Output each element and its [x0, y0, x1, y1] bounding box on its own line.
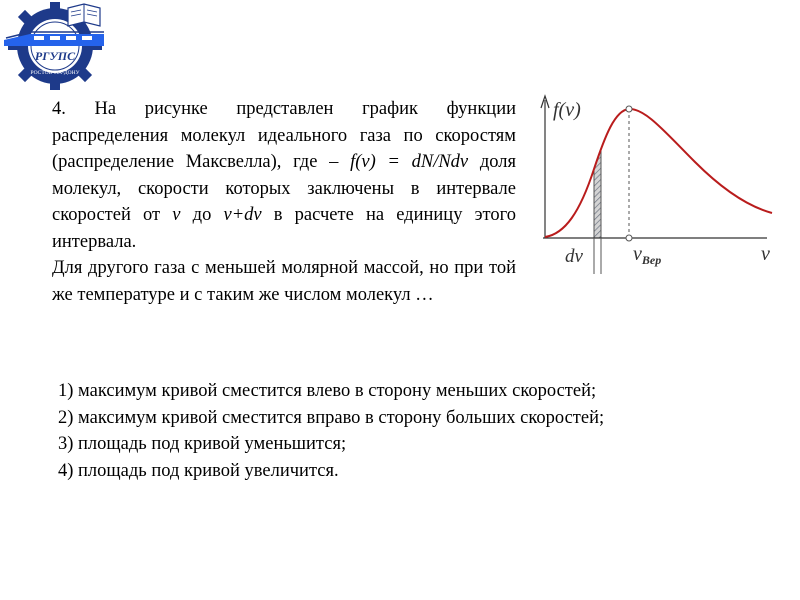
x-axis-label: v	[761, 243, 770, 265]
answer-option-3[interactable]: 3) площадь под кривой уменьшится;	[58, 434, 347, 454]
question-text	[52, 96, 516, 308]
logo-text: РГУПС	[34, 49, 76, 63]
var-v: v	[172, 205, 181, 225]
distribution-curve	[545, 109, 772, 237]
question-number: 4.	[52, 99, 66, 119]
dv-label: dv	[565, 246, 583, 267]
maxwell-distribution-graph	[535, 92, 780, 274]
word-to: до	[192, 205, 212, 225]
logo-ring-text: РОСТОВ-НА-ДОНУ	[30, 70, 80, 76]
peak-axis-marker	[626, 235, 632, 241]
question-intro: На рисунке представлен график функции распределения молекул идеального газа по скоростям (распределение Максвелла), где –	[52, 99, 517, 172]
question-paragraph	[52, 96, 516, 255]
distribution-formula: f(v) = dN/Ndv	[350, 152, 469, 172]
y-axis-label: f(v)	[553, 99, 581, 121]
question-end: в расчете на единицу этого интервала.	[52, 205, 517, 252]
question-condition: Для другого газа с меньшей молярной массой, но при той же температуре и с таким же числом молекул …	[52, 258, 516, 305]
peak-velocity-label: $v_{Вер}$	[633, 243, 662, 267]
peak-velocity-subscript: Вер	[641, 253, 662, 267]
answer-option-1[interactable]: 1) максимум кривой сместится влево в сторону меньших скоростей;	[58, 381, 597, 401]
rgups-logo	[0, 0, 112, 92]
var-v-dv: v+dv	[223, 205, 262, 225]
answer-option-4[interactable]: 4) площадь под кривой увеличится.	[58, 460, 339, 481]
question-middle: доля молекул, скорости которых заключены в интервале скоростей от	[52, 152, 517, 225]
peak-marker	[626, 106, 632, 112]
train-icon	[4, 32, 104, 46]
answer-options	[58, 378, 604, 484]
answer-option-2[interactable]: 2) максимум кривой сместится вправо в сторону больших скоростей;	[58, 407, 605, 428]
